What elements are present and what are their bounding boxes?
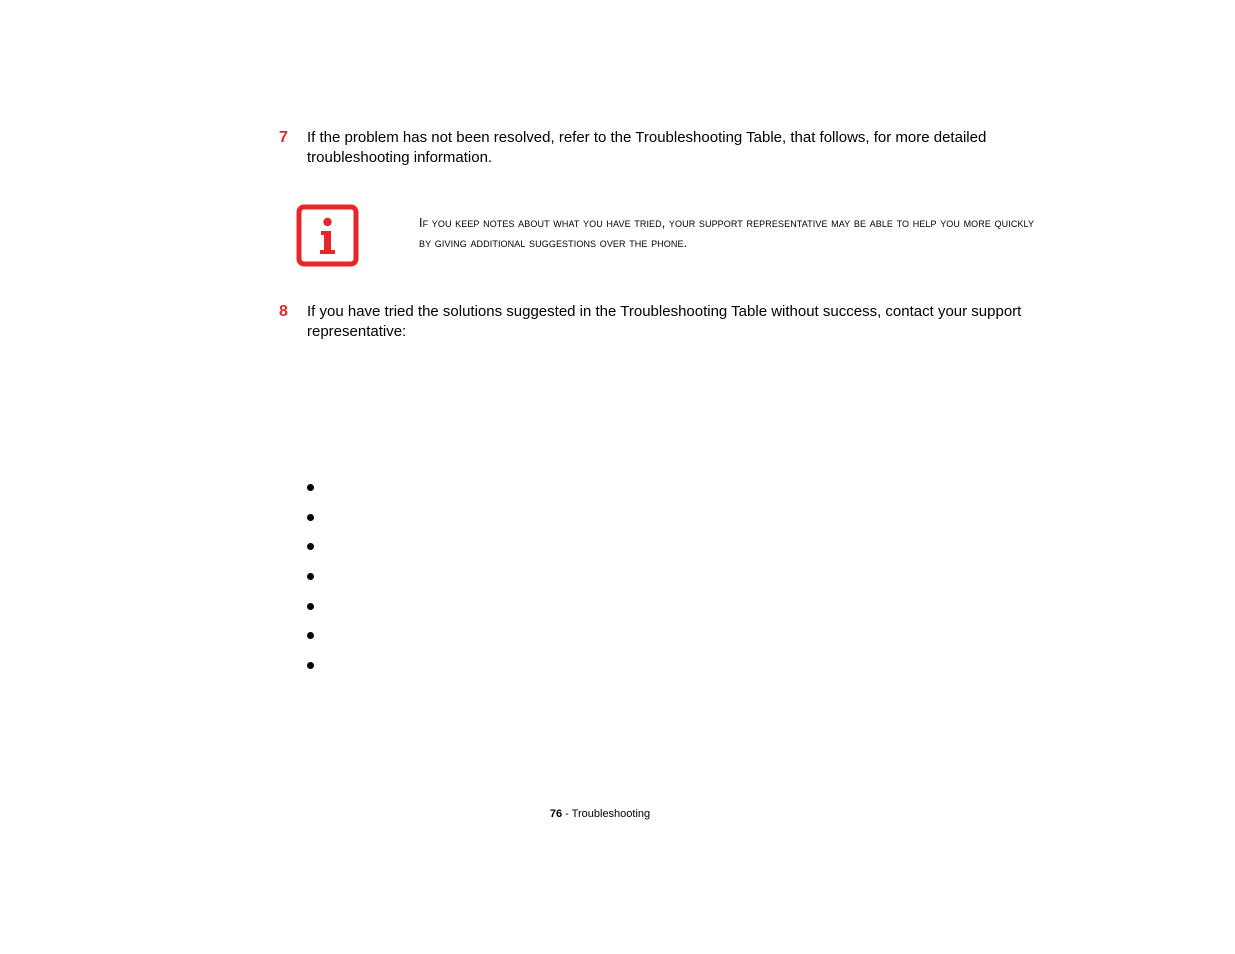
- step-number: 8: [279, 303, 288, 320]
- bullet-list: [300, 477, 320, 685]
- list-item: [300, 596, 320, 626]
- step-text: If you have tried the solutions suggested in the Troubleshooting Table without success, contact your support representative:: [307, 303, 1022, 340]
- info-icon: [296, 204, 359, 267]
- bullet-icon: [307, 662, 314, 669]
- section-name: Troubleshooting: [571, 808, 651, 820]
- bullet-icon: [307, 484, 314, 491]
- note-text: If you keep notes about what you have tried, your support representative may be able to help you more quickly by giving additional suggestions over the phone.: [419, 216, 1035, 250]
- bullet-icon: [307, 603, 314, 610]
- list-item: [300, 536, 320, 566]
- page-number: 76: [549, 808, 563, 820]
- bullet-icon: [307, 543, 314, 550]
- list-item: [300, 625, 320, 655]
- step-number: 7: [279, 129, 288, 146]
- bullet-icon: [307, 573, 314, 580]
- list-item: [300, 566, 320, 596]
- list-item: [300, 477, 320, 507]
- footer-separator: -: [562, 808, 572, 820]
- bullet-icon: [307, 514, 314, 521]
- step-text: If the problem has not been resolved, refer to the Troubleshooting Table, that follows, for more detailed troubleshooting information.: [307, 129, 987, 166]
- page-footer: [0, 806, 1200, 822]
- list-item: [300, 507, 320, 537]
- bullet-icon: [307, 632, 314, 639]
- list-item: [300, 655, 320, 685]
